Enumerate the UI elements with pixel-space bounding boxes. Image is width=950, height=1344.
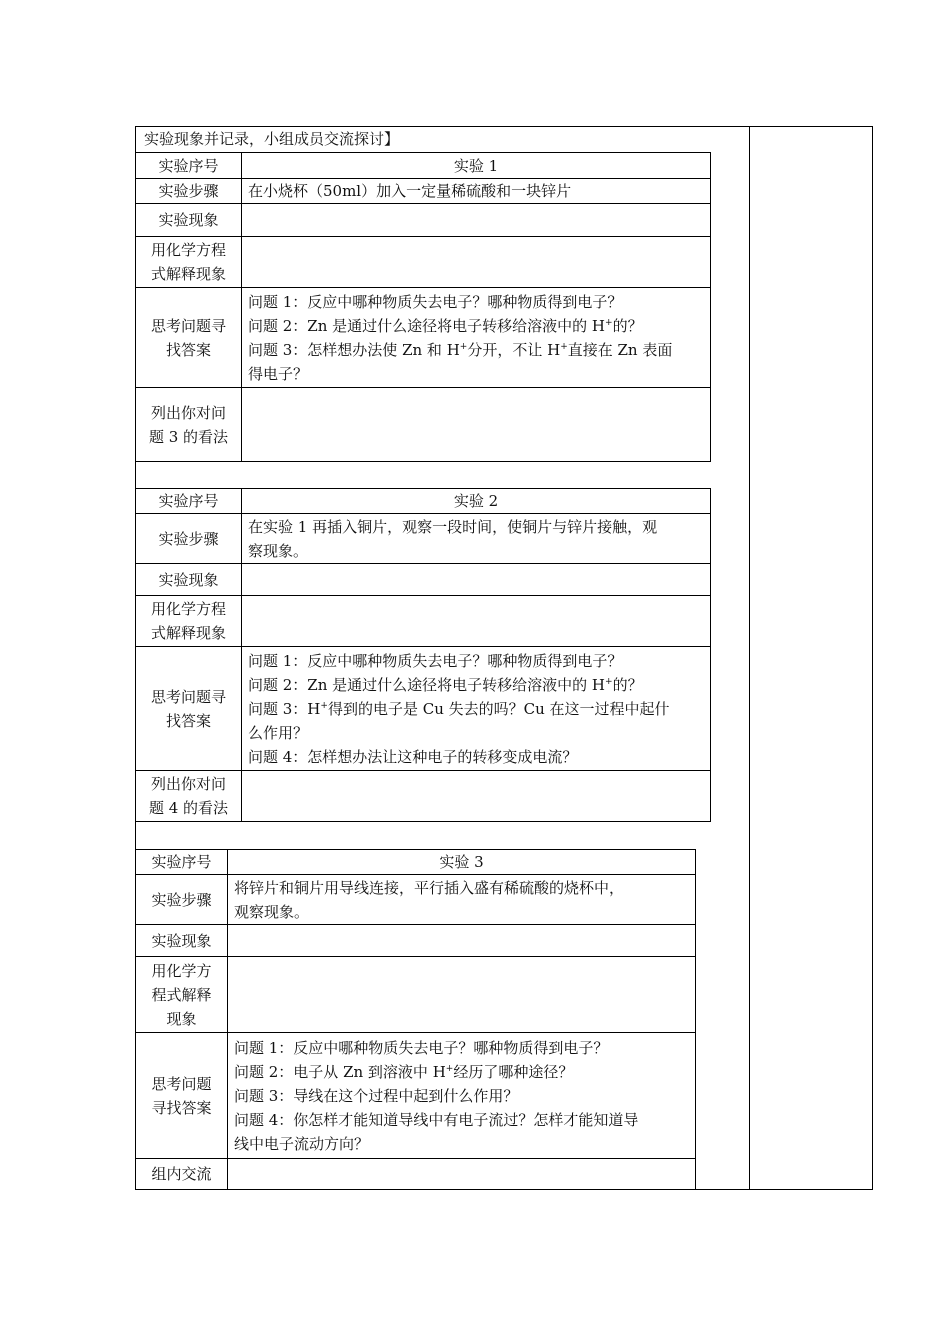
phenomenon-answer-cell[interactable] — [242, 204, 711, 237]
question-4-cont: 线中电子流动方向？ — [234, 1134, 370, 1153]
steps-text: 在实验 1 再插入铜片，观察一段时间，使铜片与锌片接触，观 察现象。 — [242, 514, 711, 564]
steps-label: 实验步骤 — [136, 514, 242, 564]
column-divider — [749, 126, 750, 1190]
steps-text: 将锌片和铜片用导线连接，平行插入盛有稀硫酸的烧杯中， 观察现象。 — [228, 875, 696, 925]
experiment-table-2 — [135, 488, 711, 822]
question-2: 问题 2：Zn 是通过什么途径将电子转移给溶液中的 H+的？ — [248, 316, 643, 335]
question-4: 问题 4：怎样想办法让这种电子的转移变成电流？ — [248, 747, 578, 766]
section-heading: 实验现象并记录，小组成员交流探讨】 — [144, 130, 400, 148]
number-label: 实验序号 — [136, 489, 242, 514]
phenomenon-label: 实验现象 — [136, 204, 242, 237]
number-label: 实验序号 — [136, 153, 242, 179]
questions-label: 思考问题 寻找答案 — [136, 1033, 228, 1159]
equation-answer-cell[interactable] — [228, 957, 696, 1033]
question-3-cont: 得电子？ — [248, 364, 309, 383]
questions-text — [242, 288, 711, 388]
question-3: 问题 3：怎样想办法使 Zn 和 H+分开，不让 H+直接在 Zn 表面 — [248, 340, 673, 359]
questions-text — [242, 647, 711, 771]
opinion-label: 列出你对问 题 4 的看法 — [136, 771, 242, 822]
questions-label: 思考问题寻 找答案 — [136, 288, 242, 388]
number-value: 实验 1 — [242, 153, 711, 179]
opinion-answer-cell[interactable] — [242, 771, 711, 822]
phenomenon-label: 实验现象 — [136, 564, 242, 596]
phenomenon-label: 实验现象 — [136, 925, 228, 957]
steps-label: 实验步骤 — [136, 179, 242, 204]
number-value: 实验 2 — [242, 489, 711, 514]
question-3: 问题 3：H+得到的电子是 Cu 失去的吗？Cu 在这一过程中起什 — [248, 699, 670, 718]
equation-answer-cell[interactable] — [242, 237, 711, 288]
phenomenon-answer-cell[interactable] — [228, 925, 696, 957]
number-value: 实验 3 — [228, 850, 696, 875]
opinion-label: 列出你对问 题 3 的看法 — [136, 388, 242, 462]
experiment-table-1 — [135, 152, 711, 462]
phenomenon-answer-cell[interactable] — [242, 564, 711, 596]
question-2: 问题 2：电子从 Zn 到溶液中 H+经历了哪种途径？ — [234, 1062, 574, 1081]
equation-label: 用化学方程 式解释现象 — [136, 596, 242, 647]
discussion-label: 组内交流 — [136, 1159, 228, 1190]
questions-label: 思考问题寻 找答案 — [136, 647, 242, 771]
question-2: 问题 2：Zn 是通过什么途径将电子转移给溶液中的 H+的？ — [248, 675, 643, 694]
equation-answer-cell[interactable] — [242, 596, 711, 647]
opinion-answer-cell[interactable] — [242, 388, 711, 462]
question-1: 问题 1：反应中哪种物质失去电子？哪种物质得到电子？ — [248, 651, 623, 670]
equation-label: 用化学方程 式解释现象 — [136, 237, 242, 288]
question-1: 问题 1：反应中哪种物质失去电子？哪种物质得到电子？ — [248, 292, 623, 311]
steps-label: 实验步骤 — [136, 875, 228, 925]
question-3: 问题 3：导线在这个过程中起到什么作用？ — [234, 1086, 519, 1105]
steps-text: 在小烧杯（50ml）加入一定量稀硫酸和一块锌片 — [242, 179, 711, 204]
number-label: 实验序号 — [136, 850, 228, 875]
question-3-cont: 么作用？ — [248, 723, 309, 742]
questions-text — [228, 1033, 696, 1159]
question-1: 问题 1：反应中哪种物质失去电子？哪种物质得到电子？ — [234, 1038, 609, 1057]
equation-label: 用化学方 程式解释 现象 — [136, 957, 228, 1033]
discussion-answer-cell[interactable] — [228, 1159, 696, 1190]
question-4: 问题 4：你怎样才能知道导线中有电子流过？怎样才能知道导 — [234, 1110, 639, 1129]
experiment-table-3 — [135, 849, 696, 1190]
